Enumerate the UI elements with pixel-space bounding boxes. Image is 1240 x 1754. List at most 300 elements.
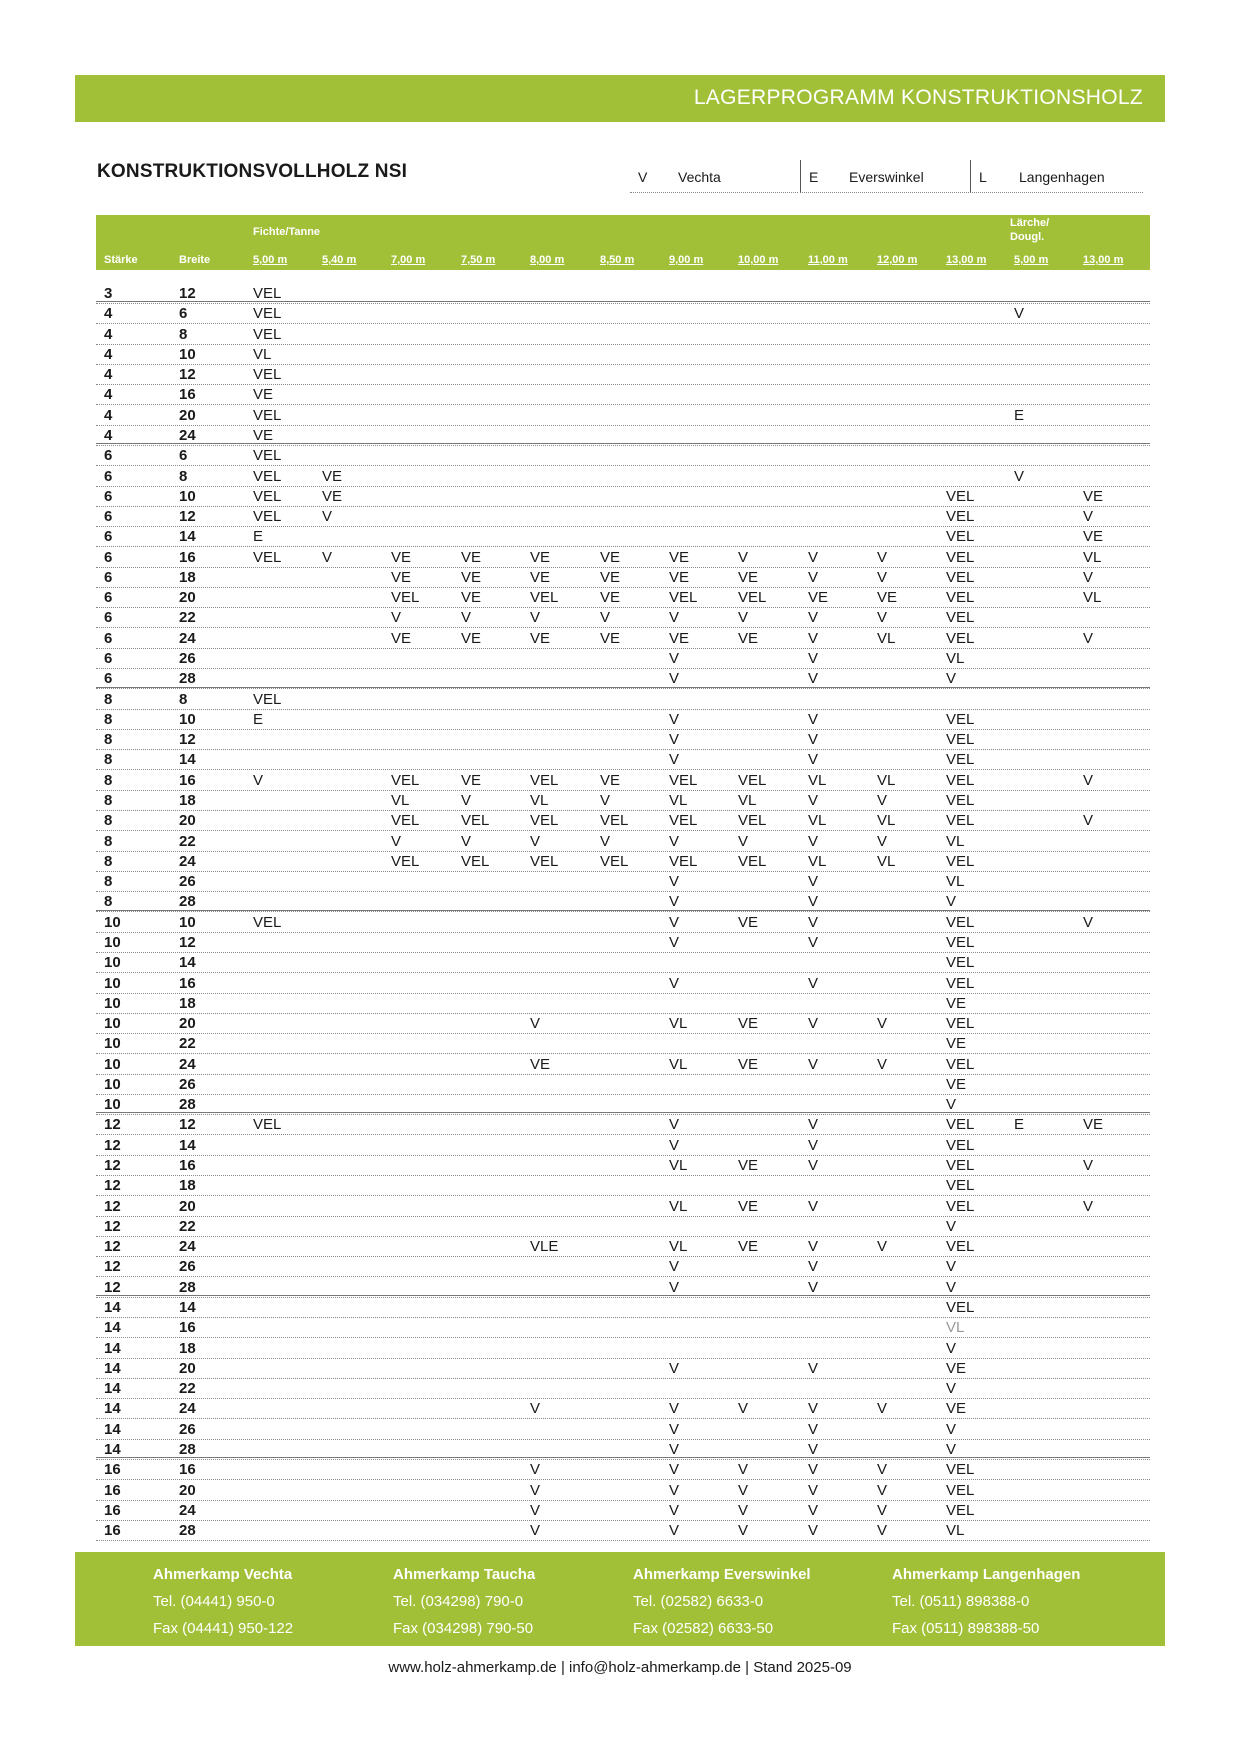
cell-availability: VEL: [253, 366, 282, 384]
cell-availability: V: [808, 792, 819, 809]
cell-availability: V: [946, 893, 957, 911]
table-row: [96, 1398, 1150, 1419]
cell-availability: VL: [946, 832, 965, 850]
cell-availability: V: [738, 1481, 749, 1499]
cell-staerke: 10: [104, 1096, 121, 1114]
branch-taucha: [393, 1566, 535, 1638]
cell-availability: V: [808, 1197, 819, 1215]
cell-breite: 20: [179, 1481, 196, 1499]
cell-availability: V: [738, 609, 749, 627]
cell-staerke: 8: [104, 873, 113, 891]
cell-availability: V: [738, 832, 749, 850]
cell-availability: VEL: [669, 589, 698, 607]
cell-availability: V: [669, 1522, 680, 1540]
cell-staerke: 8: [104, 731, 113, 749]
cell-availability: VL: [669, 1157, 688, 1175]
cell-availability: V: [738, 548, 749, 566]
cell-availability: VEL: [738, 589, 767, 607]
cell-availability: VEL: [946, 1299, 975, 1316]
cell-availability: VEL: [669, 852, 698, 870]
cell-availability: VEL: [253, 325, 282, 343]
cell-availability: VE: [391, 629, 412, 647]
cell-availability: V: [946, 1380, 957, 1398]
cell-availability: VL: [877, 629, 896, 647]
column-header: 5,40 m: [322, 254, 357, 266]
table-row: [96, 486, 1150, 507]
cell-staerke: 6: [104, 508, 113, 526]
table-row: [96, 628, 1150, 649]
cell-breite: 16: [179, 1461, 196, 1479]
cell-availability: VEL: [738, 771, 767, 789]
cell-availability: VEL: [461, 812, 490, 830]
cell-staerke: 16: [104, 1481, 121, 1499]
cell-availability: VEL: [946, 812, 975, 830]
cell-breite: 26: [179, 1420, 196, 1438]
cell-availability: VEL: [946, 629, 975, 647]
cell-breite: 6: [179, 305, 188, 323]
cell-availability: VEL: [946, 487, 975, 505]
table-row: [96, 810, 1150, 831]
cell-availability: V: [669, 974, 680, 992]
cell-availability: V: [877, 792, 888, 809]
table-row: [96, 1033, 1150, 1054]
cell-availability: VL: [808, 852, 827, 870]
cell-availability: VE: [391, 568, 412, 586]
cell-availability: VEL: [946, 1055, 975, 1073]
cell-staerke: 8: [104, 751, 113, 769]
cell-breite: 20: [179, 589, 196, 607]
cell-availability: E: [1014, 1116, 1025, 1134]
cell-availability: VEL: [946, 1501, 975, 1519]
cell-breite: 8: [179, 325, 188, 343]
cell-availability: VE: [600, 548, 621, 566]
table-row: [96, 1216, 1150, 1237]
cell-availability: V: [669, 670, 680, 688]
cell-breite: 12: [179, 366, 196, 384]
cell-availability: V: [391, 832, 402, 850]
column-header: 7,50 m: [461, 254, 496, 266]
cell-availability: V: [808, 751, 819, 769]
cell-availability: VEL: [253, 1116, 282, 1134]
cell-availability: VEL: [253, 508, 282, 526]
cell-availability: V: [808, 670, 819, 688]
footer-contacts: [75, 1552, 1165, 1646]
cell-availability: VL: [946, 1319, 965, 1337]
table-row: [96, 506, 1150, 527]
column-header: 13,00 m: [946, 254, 987, 266]
cell-availability: VEL: [600, 812, 629, 830]
cell-availability: VE: [461, 629, 482, 647]
cell-availability: V: [877, 1481, 888, 1499]
cell-availability: V: [669, 710, 680, 728]
cell-availability: V: [808, 1157, 819, 1175]
cell-availability: V: [669, 1501, 680, 1519]
cell-breite: 18: [179, 568, 196, 586]
cell-availability: V: [808, 1278, 819, 1296]
branch-fax: Fax (034298) 790-50: [393, 1620, 534, 1637]
cell-availability: V: [877, 609, 888, 627]
cell-availability: VE: [461, 589, 482, 607]
cell-breite: 22: [179, 1035, 196, 1053]
cell-breite: 28: [179, 670, 196, 688]
cell-breite: 16: [179, 1319, 196, 1337]
cell-availability: V: [738, 1522, 749, 1540]
cell-availability: VEL: [253, 467, 282, 485]
table-row: [96, 1378, 1150, 1399]
cell-availability: VE: [253, 386, 274, 404]
cell-availability: V: [530, 832, 541, 850]
cell-availability: VE: [946, 1075, 967, 1093]
cell-availability: VEL: [946, 1238, 975, 1256]
cell-staerke: 16: [104, 1522, 121, 1540]
cell-availability: V: [808, 974, 819, 992]
cell-availability: V: [669, 832, 680, 850]
cell-availability: VE: [738, 913, 759, 931]
table-row: [96, 790, 1150, 811]
location-legend: [630, 160, 1145, 192]
cell-staerke: 14: [104, 1359, 121, 1377]
cell-availability: VE: [461, 568, 482, 586]
cell-availability: VEL: [946, 792, 975, 809]
cell-staerke: 12: [104, 1258, 121, 1276]
cell-availability: V: [808, 893, 819, 911]
cell-staerke: 10: [104, 1075, 121, 1093]
cell-staerke: 16: [104, 1461, 121, 1479]
cell-breite: 28: [179, 893, 196, 911]
cell-staerke: 14: [104, 1400, 121, 1418]
cell-availability: V: [1083, 1197, 1094, 1215]
cell-availability: V: [461, 609, 472, 627]
cell-staerke: 6: [104, 487, 113, 505]
cell-staerke: 14: [104, 1380, 121, 1398]
cell-availability: V: [808, 913, 819, 931]
cell-availability: VEL: [461, 852, 490, 870]
cell-availability: VE: [322, 467, 343, 485]
cell-breite: 20: [179, 812, 196, 830]
cell-availability: V: [808, 609, 819, 627]
cell-breite: 16: [179, 771, 196, 789]
cell-availability: VE: [738, 1055, 759, 1073]
cell-availability: VE: [1083, 528, 1104, 546]
cell-staerke: 14: [104, 1440, 121, 1458]
table-row: [96, 1135, 1150, 1156]
table-row: [96, 344, 1150, 365]
cell-availability: VEL: [946, 731, 975, 749]
cell-availability: VEL: [253, 406, 282, 424]
cell-availability: V: [946, 1258, 957, 1276]
cell-breite: 14: [179, 1299, 196, 1316]
cell-availability: VL: [1083, 589, 1102, 607]
cell-availability: VEL: [946, 751, 975, 769]
cell-availability: V: [322, 508, 333, 526]
cell-availability: V: [808, 731, 819, 749]
cell-availability: VEL: [253, 690, 282, 708]
cell-availability: VE: [530, 1055, 551, 1073]
column-header: Breite: [179, 254, 211, 266]
cell-availability: V: [877, 1238, 888, 1256]
cell-availability: E: [1014, 406, 1025, 424]
cell-staerke: 8: [104, 832, 113, 850]
cell-availability: VE: [738, 1157, 759, 1175]
cell-availability: V: [1014, 467, 1025, 485]
cell-availability: V: [669, 933, 680, 951]
cell-availability: V: [877, 1055, 888, 1073]
cell-staerke: 6: [104, 467, 113, 485]
cell-availability: VE: [738, 1015, 759, 1033]
cell-breite: 24: [179, 426, 196, 444]
table-row: [96, 466, 1150, 487]
cell-breite: 24: [179, 1238, 196, 1256]
cell-staerke: 12: [104, 1177, 121, 1195]
cell-availability: V: [946, 1217, 957, 1235]
cell-breite: 24: [179, 1400, 196, 1418]
cell-availability: V: [808, 1359, 819, 1377]
cell-availability: VL: [738, 792, 757, 809]
cell-breite: 20: [179, 1197, 196, 1215]
cell-availability: V: [946, 1278, 957, 1296]
cell-availability: VEL: [946, 508, 975, 526]
table-row: [96, 749, 1150, 770]
table-row: [96, 405, 1150, 426]
cell-availability: V: [669, 1258, 680, 1276]
legend-code: E: [809, 169, 819, 185]
cell-availability: VE: [738, 568, 759, 586]
cell-availability: V: [530, 1400, 541, 1418]
cell-availability: VL: [946, 1522, 965, 1540]
table-row: [96, 1256, 1150, 1277]
cell-staerke: 10: [104, 994, 121, 1012]
branch-fax: Fax (02582) 6633-50: [633, 1620, 774, 1637]
cell-availability: V: [669, 731, 680, 749]
cell-staerke: 12: [104, 1136, 121, 1154]
cell-availability: VEL: [946, 954, 975, 972]
cell-availability: V: [877, 548, 888, 566]
cell-availability: V: [669, 1400, 680, 1418]
cell-availability: V: [808, 1015, 819, 1033]
cell-availability: V: [669, 1136, 680, 1154]
cell-availability: V: [461, 792, 472, 809]
table-row: [96, 1419, 1150, 1440]
cell-staerke: 12: [104, 1278, 121, 1296]
cell-availability: V: [808, 1461, 819, 1479]
cell-availability: VEL: [946, 548, 975, 566]
cell-availability: V: [738, 1461, 749, 1479]
cell-breite: 12: [179, 508, 196, 526]
cell-availability: V: [808, 1238, 819, 1256]
column-header: 5,00 m: [1014, 254, 1049, 266]
cell-availability: VEL: [946, 609, 975, 627]
cell-staerke: 6: [104, 629, 113, 647]
cell-breite: 24: [179, 852, 196, 870]
table-row: [96, 1520, 1150, 1541]
cell-availability: V: [1083, 771, 1094, 789]
cell-availability: V: [530, 1522, 541, 1540]
table-row: [96, 1338, 1150, 1359]
cell-availability: V: [669, 1420, 680, 1438]
cell-availability: VEL: [946, 1116, 975, 1134]
column-header: 5,00 m: [253, 254, 288, 266]
table-row: [96, 364, 1150, 385]
cell-availability: VE: [738, 629, 759, 647]
table-header: [96, 215, 1150, 270]
column-header: 13,00 m: [1083, 254, 1124, 266]
cell-availability: V: [808, 548, 819, 566]
table-row: [96, 324, 1150, 345]
cell-breite: 6: [179, 447, 188, 465]
cell-staerke: 8: [104, 792, 113, 809]
cell-availability: VEL: [600, 852, 629, 870]
cell-breite: 18: [179, 1339, 196, 1357]
cell-availability: V: [669, 609, 680, 627]
cell-availability: V: [877, 832, 888, 850]
cell-availability: V: [322, 548, 333, 566]
legend-item-langenhagen: [970, 160, 1143, 193]
cell-availability: VEL: [946, 1157, 975, 1175]
cell-availability: VEL: [669, 812, 698, 830]
cell-breite: 28: [179, 1096, 196, 1114]
branch-name: Ahmerkamp Everswinkel: [633, 1566, 811, 1583]
cell-availability: V: [877, 1015, 888, 1033]
cell-availability: V: [808, 1136, 819, 1154]
cell-availability: VEL: [738, 812, 767, 830]
cell-staerke: 10: [104, 933, 121, 951]
table-row: [96, 1500, 1150, 1521]
cell-availability: VL: [877, 852, 896, 870]
branch-langenhagen: [892, 1566, 1080, 1638]
cell-availability: V: [808, 1400, 819, 1418]
cell-availability: VEL: [253, 447, 282, 465]
cell-breite: 12: [179, 731, 196, 749]
cell-availability: V: [669, 1359, 680, 1377]
cell-staerke: 14: [104, 1420, 121, 1438]
cell-availability: VL: [669, 1238, 688, 1256]
cell-availability: V: [1014, 305, 1025, 323]
cell-availability: VE: [600, 589, 621, 607]
cell-availability: V: [669, 751, 680, 769]
cell-availability: VE: [946, 1035, 967, 1053]
cell-breite: 16: [179, 974, 196, 992]
cell-availability: VE: [808, 589, 829, 607]
cell-availability: V: [808, 650, 819, 668]
cell-availability: V: [946, 670, 957, 688]
banner-title: LAGERPROGRAMM KONSTRUKTIONSHOLZ: [693, 86, 1143, 109]
table-row: [96, 1054, 1150, 1075]
table-row: [96, 1013, 1150, 1034]
column-header: 9,00 m: [669, 254, 704, 266]
cell-availability: VEL: [391, 771, 420, 789]
cell-availability: V: [808, 568, 819, 586]
cell-availability: V: [1083, 1157, 1094, 1175]
cell-breite: 20: [179, 1015, 196, 1033]
cell-staerke: 14: [104, 1339, 121, 1357]
cell-breite: 20: [179, 406, 196, 424]
cell-availability: VEL: [391, 589, 420, 607]
cell-availability: V: [669, 873, 680, 891]
cell-staerke: 14: [104, 1319, 121, 1337]
cell-availability: VEL: [253, 305, 282, 323]
legend-code: V: [638, 169, 648, 185]
table-row: [96, 1175, 1150, 1196]
table-row: [96, 1459, 1150, 1480]
cell-availability: VEL: [530, 771, 559, 789]
cell-availability: VL: [808, 812, 827, 830]
cell-availability: VL: [877, 812, 896, 830]
cell-staerke: 4: [104, 406, 113, 424]
cell-breite: 28: [179, 1522, 196, 1540]
cell-breite: 12: [179, 1116, 196, 1134]
cell-breite: 12: [179, 933, 196, 951]
table-row: [96, 384, 1150, 405]
cell-availability: V: [808, 873, 819, 891]
cell-staerke: 12: [104, 1157, 121, 1175]
cell-availability: V: [808, 1440, 819, 1458]
branch-name: Ahmerkamp Vechta: [153, 1566, 293, 1583]
column-header: 12,00 m: [877, 254, 918, 266]
branch-tel: Tel. (0511) 898388-0: [892, 1593, 1030, 1610]
cell-breite: 18: [179, 1177, 196, 1195]
cell-staerke: 3: [104, 285, 113, 302]
cell-availability: V: [1083, 629, 1094, 647]
cell-availability: VEL: [738, 852, 767, 870]
cell-availability: VEL: [391, 852, 420, 870]
cell-availability: V: [1083, 913, 1094, 931]
cell-staerke: 12: [104, 1238, 121, 1256]
cell-availability: V: [946, 1440, 957, 1458]
cell-availability: VL: [530, 792, 549, 809]
cell-availability: VE: [322, 487, 343, 505]
table-row: [96, 932, 1150, 953]
table-row: [96, 567, 1150, 588]
cell-availability: VE: [738, 1197, 759, 1215]
cell-availability: V: [808, 1481, 819, 1499]
cell-staerke: 4: [104, 325, 113, 343]
table-row: [96, 709, 1150, 730]
cell-availability: VEL: [946, 1177, 975, 1195]
cell-availability: V: [530, 1015, 541, 1033]
table-row: [96, 1074, 1150, 1095]
cell-availability: V: [738, 1501, 749, 1519]
cell-availability: VEL: [946, 974, 975, 992]
table-row: [96, 1114, 1150, 1135]
header-banner: [75, 75, 1165, 122]
table-row: [96, 303, 1150, 324]
table-row: [96, 871, 1150, 892]
cell-breite: 24: [179, 1501, 196, 1519]
table-row: [96, 445, 1150, 466]
column-header: 8,50 m: [600, 254, 635, 266]
cell-availability: VEL: [946, 1197, 975, 1215]
cell-availability: VE: [600, 629, 621, 647]
cell-staerke: 10: [104, 1035, 121, 1053]
cell-availability: V: [808, 629, 819, 647]
group-header-laerche: Lärche/ Dougl.: [1010, 217, 1050, 243]
cell-breite: 10: [179, 913, 196, 931]
legend-item-everswinkel: [800, 160, 969, 193]
cell-availability: VE: [669, 629, 690, 647]
column-header: 7,00 m: [391, 254, 426, 266]
cell-breite: 18: [179, 994, 196, 1012]
cell-availability: VEL: [530, 589, 559, 607]
branch-tel: Tel. (02582) 6633-0: [633, 1593, 764, 1610]
cell-availability: VE: [530, 629, 551, 647]
cell-availability: VLE: [530, 1238, 559, 1256]
cell-staerke: 6: [104, 568, 113, 586]
cell-availability: VE: [600, 771, 621, 789]
cell-availability: V: [808, 1055, 819, 1073]
cell-breite: 22: [179, 1380, 196, 1398]
cell-staerke: 4: [104, 305, 113, 323]
cell-availability: VEL: [946, 568, 975, 586]
